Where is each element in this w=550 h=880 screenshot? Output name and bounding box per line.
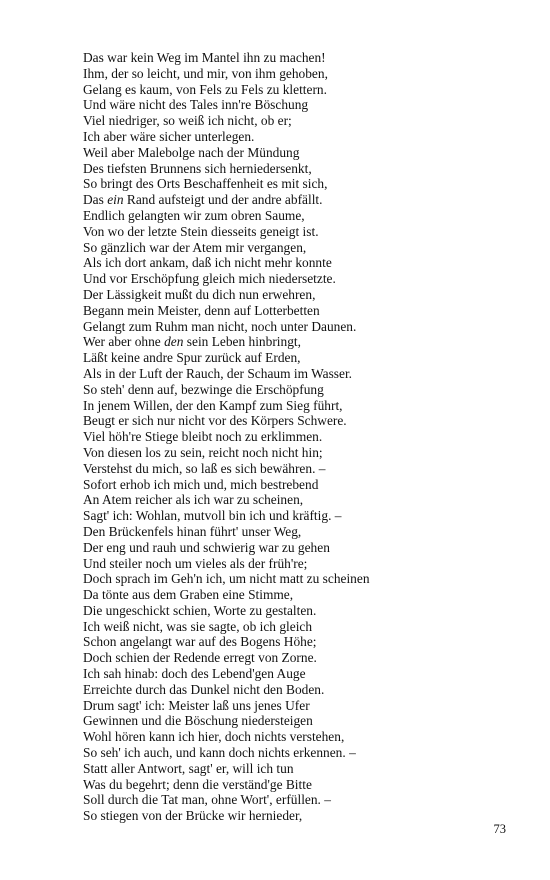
verse-line: Der Lässigkeit mußt du dich nun erwehren, xyxy=(83,286,316,302)
verse-line: Drum sagt' ich: Meister laß uns jenes Ufer xyxy=(83,697,310,713)
verse-line: Endlich gelangten wir zum obren Saume, xyxy=(83,207,305,223)
verse-line: Begann mein Meister, denn auf Lotterbetten xyxy=(83,302,320,318)
verse-line: Des tiefsten Brunnens sich herniedersenkt, xyxy=(83,160,312,176)
verse-line: Und wäre nicht des Tales inn're Böschung xyxy=(83,97,309,113)
verse-line: So gänzlich war der Atem mir vergangen, xyxy=(83,239,307,255)
verse-line: Ich aber wäre sicher unterlegen. xyxy=(83,128,255,144)
verse-line: Von diesen los zu sein, reicht noch nicht hin; xyxy=(83,444,323,460)
verse-line: Was du begehrt; denn die verständ'ge Bitte xyxy=(83,776,312,792)
verse-line: So seh' ich auch, und kann doch nichts erkennen. – xyxy=(83,745,356,761)
verse-line xyxy=(83,192,523,208)
verse-line: Den Brückenfels hinan führt' unser Weg, xyxy=(83,523,302,539)
verse-line: Doch schien der Redende erregt von Zorne. xyxy=(83,650,317,666)
verse-line: Als ich dort ankam, daß ich nicht mehr konnte xyxy=(83,255,332,271)
verse-line xyxy=(83,334,523,350)
verse-line: Und steiler noch um vieles als der früh're; xyxy=(83,555,308,571)
verse-line: Als in der Luft der Rauch, der Schaum im Wasser. xyxy=(83,365,353,381)
verse-line: Doch sprach im Geh'n ich, um nicht matt zu scheinen xyxy=(83,571,370,587)
verse-line: Viel höh're Stiege bleibt noch zu erklimmen. xyxy=(83,429,323,445)
verse-line: So bringt des Orts Beschaffenheit es mit sich, xyxy=(83,176,328,192)
verse-line: Die ungeschickt schien, Worte zu gestalten. xyxy=(83,602,317,618)
page-number: 73 xyxy=(493,822,506,836)
verse-line: Gelangt zum Ruhm man nicht, noch unter Daunen. xyxy=(83,318,357,334)
verse-line: Erreichte durch das Dunkel nicht den Boden. xyxy=(83,681,325,697)
verse-line: So stiegen von der Brücke wir hernieder, xyxy=(83,808,303,824)
verse-line: Wohl hören kann ich hier, doch nichts verstehen, xyxy=(83,729,345,745)
verse-line: Läßt keine andre Spur zurück auf Erden, xyxy=(83,350,301,366)
verse-text: Das xyxy=(83,192,108,208)
verse-line: Ich sah hinab: doch des Lebend'gen Auge xyxy=(83,666,306,682)
poem-text xyxy=(83,50,523,824)
verse-text: sein Leben hinbringt, xyxy=(183,334,301,350)
verse-line: Beugt er sich nur nicht vor des Körpers Schwere. xyxy=(83,413,347,429)
verse-line: Soll durch die Tat man, ohne Wort', erfüllen. – xyxy=(83,792,331,808)
verse-line: Da tönte aus dem Graben eine Stimme, xyxy=(83,587,294,603)
verse-line: In jenem Willen, der den Kampf zum Sieg führt, xyxy=(83,397,343,413)
verse-line: Das war kein Weg im Mantel ihn zu machen! xyxy=(83,50,326,65)
verse-line: Von wo der letzte Stein diesseits geneigt ist. xyxy=(83,223,319,239)
verse-line: Statt aller Antwort, sagt' er, will ich tun xyxy=(83,760,294,776)
emphasized-word: ein xyxy=(107,192,124,208)
verse-line: Ich weiß nicht, was sie sagte, ob ich gleich xyxy=(83,618,313,634)
verse-line: Verstehst du mich, so laß es sich bewähren. – xyxy=(83,460,326,476)
verse-line: An Atem reicher als ich war zu scheinen, xyxy=(83,492,304,508)
verse-line: Sagt' ich: Wohlan, mutvoll bin ich und kräftig. – xyxy=(83,508,342,524)
verse-line: Und vor Erschöpfung gleich mich niedersetzte. xyxy=(83,271,336,287)
verse-line: Gewinnen und die Böschung niedersteigen xyxy=(83,713,313,729)
emphasized-word: den xyxy=(164,334,184,350)
verse-line: Schon angelangt war auf des Bogens Höhe; xyxy=(83,634,317,650)
verse-line: Der eng und rauh und schwierig war zu gehen xyxy=(83,539,330,555)
verse-text: Rand aufsteigt und der andre abfällt. xyxy=(123,192,323,208)
verse-line: So steh' denn auf, bezwinge die Erschöpfung xyxy=(83,381,324,397)
verse-text: Wer aber ohne xyxy=(83,334,165,350)
verse-line: Sofort erhob ich mich und, mich bestrebend xyxy=(83,476,319,492)
verse-line: Weil aber Malebolge nach der Mündung xyxy=(83,144,300,160)
verse-line: Ihm, der so leicht, und mir, von ihm gehoben, xyxy=(83,65,328,81)
verse-line: Gelang es kaum, von Fels zu Fels zu klettern. xyxy=(83,81,327,97)
verse-line: Viel niedriger, so weiß ich nicht, ob er; xyxy=(83,113,292,129)
